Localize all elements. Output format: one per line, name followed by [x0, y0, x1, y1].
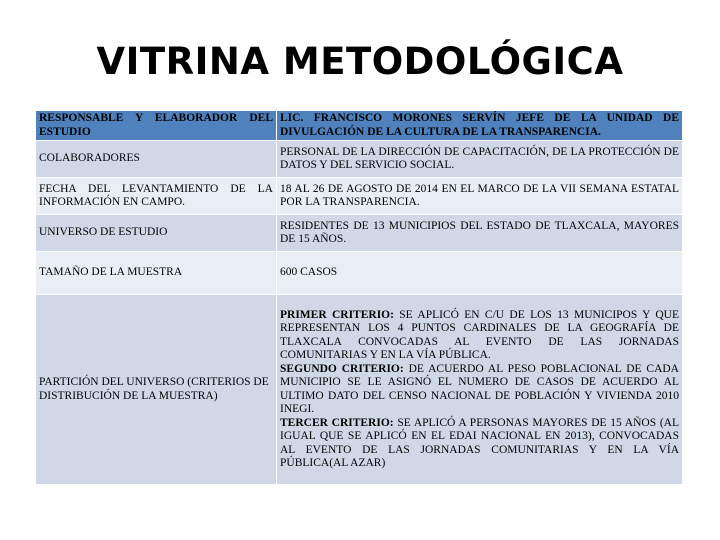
- partition-criteria: [277, 295, 683, 485]
- criterion-text: SE APLICÓ EN C/U DE LOS 13 MUNICIPOS Y QUE REPRESENTAN LOS 4 PUNTOS CARDINALES DE LA GEOGRAFÍA DE TLAXCALA CONVOCADAS AL EVENTO DE LAS JORNADAS COMUNITARIAS Y EN LA VÍA PÚBLICA.: [280, 308, 679, 361]
- responsible-value: LIC. FRANCISCO MORONES SERVÍN JEFE DE LA UNIDAD DE DIVULGACIÓN DE LA CULTURA DE LA TRANSPARENCIA.: [277, 111, 683, 141]
- sample-size-value: 600 CASOS: [277, 252, 683, 295]
- responsible-label: RESPONSABLE Y ELABORADOR DEL ESTUDIO: [36, 111, 277, 141]
- table-row: [36, 215, 683, 252]
- table-header-row: [36, 111, 683, 141]
- collaborators-value: PERSONAL DE LA DIRECCIÓN DE CAPACITACIÓN, DE LA PROTECCIÓN DE DATOS Y DEL SERVICIO SOCIAL.: [277, 141, 683, 178]
- criterion-name: TERCER CRITERIO:: [280, 416, 394, 429]
- criterion-name: SEGUNDO CRITERIO:: [280, 362, 404, 375]
- sample-size-label: TAMAÑO DE LA MUESTRA: [36, 252, 277, 295]
- table-row: [36, 252, 683, 295]
- criterion-text: SE APLICÓ A PERSONAS MAYORES DE 15 AÑOS (AL IGUAL QUE SE APLICÓ EN EL EDAI NACIONAL EN 2013), CONVOCADAS AL EVENTO DE LAS JORNADAS COMUNITARIAS Y EN LA VÍA PÚBLICA(AL AZAR): [280, 416, 679, 469]
- methodology-table: [35, 110, 683, 485]
- page-title: VITRINA METODOLÓGICA: [96, 40, 624, 83]
- collaborators-label: COLABORADORES: [36, 141, 277, 178]
- table-row: [36, 141, 683, 178]
- table-row: [36, 178, 683, 215]
- universe-label: UNIVERSO DE ESTUDIO: [36, 215, 277, 252]
- criterion-first: [280, 309, 679, 363]
- universe-value: RESIDENTES DE 13 MUNICIPIOS DEL ESTADO DE TLAXCALA, MAYORES DE 15 AÑOS.: [277, 215, 683, 252]
- criterion-second: [280, 363, 679, 417]
- date-value: 18 AL 26 DE AGOSTO DE 2014 EN EL MARCO DE LA VII SEMANA ESTATAL POR LA TRANSPARENCIA.: [277, 178, 683, 215]
- table-row: [36, 295, 683, 485]
- date-label: FECHA DEL LEVANTAMIENTO DE LA INFORMACIÓN EN CAMPO.: [36, 178, 277, 215]
- criterion-name: PRIMER CRITERIO:: [280, 308, 394, 321]
- criterion-text: DE ACUERDO AL PESO POBLACIONAL DE CADA MUNICIPIO SE LE ASIGNÓ EL NUMERO DE CASOS DE ACUERDO AL ULTIMO DATO DEL CENSO NACIONAL DE POBLACIÓN Y VIVIENDA 2010 INEGI.: [280, 362, 679, 415]
- partition-label: PARTICIÓN DEL UNIVERSO (CRITERIOS DE DISTRIBUCIÓN DE LA MUESTRA): [36, 295, 277, 485]
- criterion-third: [280, 417, 679, 471]
